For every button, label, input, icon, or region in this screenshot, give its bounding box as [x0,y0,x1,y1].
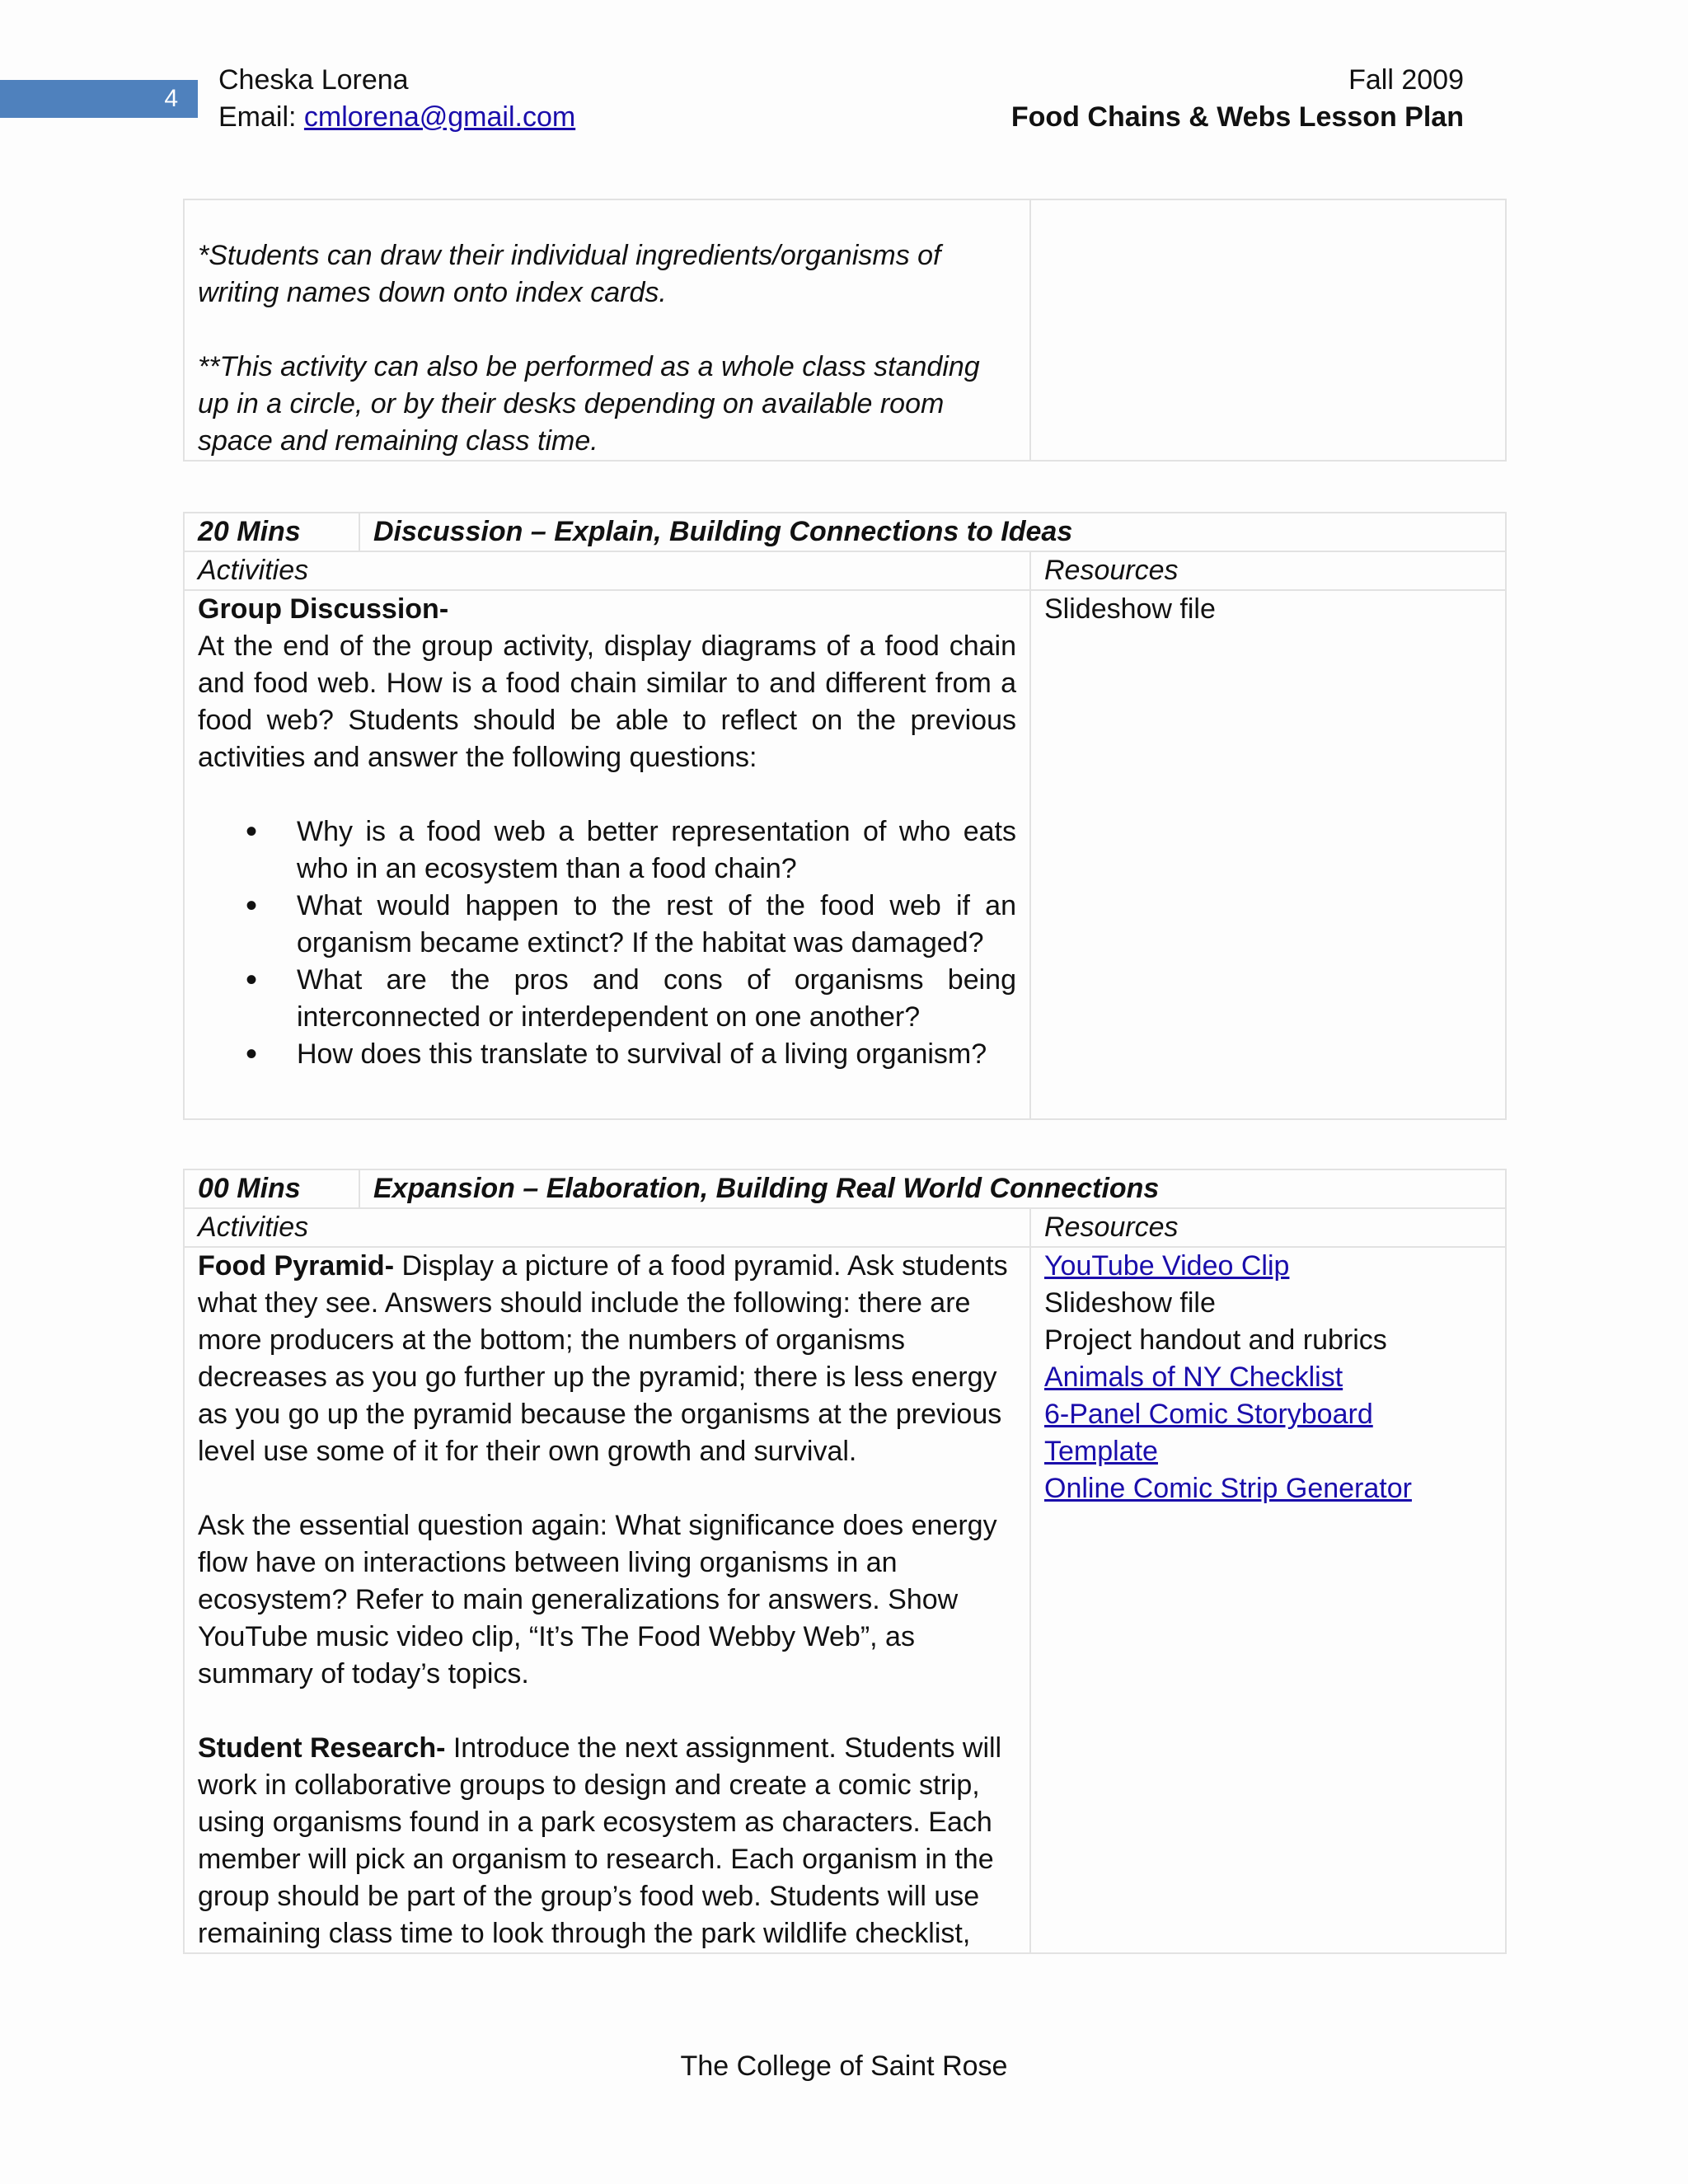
discussion-activities-cell [184,590,1030,1119]
expansion-table [183,1169,1507,1954]
discussion-title: Discussion – Explain, Building Connections to Ideas [359,513,1506,551]
storyboard-template-link[interactable]: 6-Panel Comic Storyboard Template [1044,1399,1373,1467]
resource-slideshow: Slideshow file [1044,593,1216,625]
note-index-cards: *Students can draw their individual ingredients/organisms of writing names down onto index cards. [198,240,941,308]
expansion-resources-label: Resources [1030,1208,1506,1247]
discussion-activities-label: Activities [184,551,1030,590]
food-pyramid-heading: Food Pyramid- [198,1250,395,1282]
discussion-resources-label: Resources [1030,551,1506,590]
discussion-time: 20 Mins [184,513,359,551]
email-line [218,99,575,136]
expansion-time: 00 Mins [184,1169,359,1208]
discussion-question: • What are the pros and cons of organisms being interconnected or interdependent on one another? [297,962,1016,1036]
discussion-questions [198,813,1016,1073]
page-number-badge: 4 [0,80,198,118]
discussion-question: • Why is a food web a better representation of who eats who in an ecosystem than a food chain? [297,813,1016,888]
student-research-body: Introduce the next assignment. Students will work in collaborative groups to design and create a comic strip, using organisms found in a park ecosystem as characters. Each member will pick an organism to research. Each organism in the group should be part of the group’s food web. Students will use remaining class time to look through the park wildlife checklist, [198,1732,1002,1949]
email-label: Email: [218,101,297,133]
expansion-activities-label: Activities [184,1208,1030,1247]
plan-title: Food Chains & Webs Lesson Plan [1010,101,1464,133]
resource-slideshow: Slideshow file [1044,1287,1216,1319]
essential-question-paragraph: Ask the essential question again: What significance does energy flow have on interactions between living organisms in an ecosystem? Refer to main generalizations for answers. Show YouTube music video clip, “It’s The Food Webby Web”, as summary of today’s topics. [198,1510,997,1690]
email-link[interactable]: cmlorena@gmail.com [303,101,576,133]
youtube-video-link[interactable]: YouTube Video Clip [1044,1250,1290,1282]
continuation-table [183,199,1507,462]
discussion-resources-cell [1030,590,1506,1119]
group-discussion-body: At the end of the group activity, display diagrams of a food chain and food web. How is a food chain similar to and different from a food web? Students should be able to reflect on the previous activities and answer the following questions: [198,630,1016,773]
student-research-paragraph [198,1730,1016,1952]
continuation-notes-cell [184,199,1030,461]
resource-project-handout: Project handout and rubrics [1044,1324,1387,1356]
footer-institution: The College of Saint Rose [680,2050,1008,2082]
expansion-title: Expansion – Elaboration, Building Real World Connections [359,1169,1506,1208]
discussion-question: • What would happen to the rest of the food web if an organism became extinct? If the habitat was damaged? [297,888,1016,962]
food-pyramid-paragraph [198,1248,1016,1470]
group-discussion-heading: Group Discussion- [198,593,449,625]
expansion-resources-cell [1030,1247,1506,1953]
discussion-question: • How does this translate to survival of a living organism? [297,1036,1016,1073]
header-plan-block [1011,62,1464,136]
term: Fall 2009 [1348,64,1464,96]
header-author-block [218,62,575,136]
animals-checklist-link[interactable]: Animals of NY Checklist [1044,1361,1343,1393]
comic-generator-link[interactable]: Online Comic Strip Generator [1044,1473,1412,1504]
note-whole-class: **This activity can also be performed as a whole class standing up in a circle, or by their desks depending on available room space and remaining class time. [198,351,980,457]
student-research-heading: Student Research- [198,1732,446,1764]
discussion-table [183,512,1507,1120]
food-pyramid-body: Display a picture of a food pyramid. Ask students what they see. Answers should include the following: there are more producers at the bottom; the numbers of organisms decreases as you go further up the pyramid; there is less energy as you go up the pyramid because the organisms at the previous level use some of it for their own growth and survival. [198,1250,1008,1467]
continuation-resources-cell [1030,199,1506,461]
author-name: Cheska Lorena [218,64,409,96]
expansion-activities-cell [184,1247,1030,1953]
